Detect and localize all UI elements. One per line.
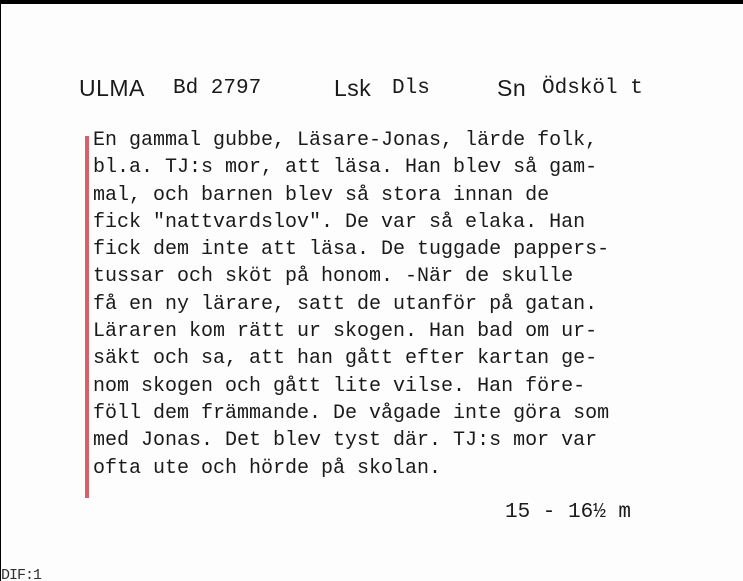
archive-name: ULMA: [79, 75, 145, 101]
index-card: [1, 4, 743, 581]
body-line: få en ny lärare, satt de utanför på gatan.: [93, 292, 598, 316]
card-header: [1, 75, 743, 109]
landscape-value: Dls: [392, 77, 430, 100]
body-line: Läraren kom rätt ur skogen. Han bad om ur-: [93, 320, 598, 344]
body-line: mal, och barnen blev så stora innan de: [93, 183, 550, 207]
age-note: 15 - 16½ m: [505, 501, 632, 524]
body-line: ofta ute och hörde på skolan.: [93, 456, 442, 480]
corner-mark: DIF:1: [1, 567, 42, 581]
parish-value: Ödsköl t: [542, 77, 643, 100]
body-line: nom skogen och gått lite vilse. Han före-: [93, 374, 586, 398]
body-line: fick "nattvardslov". De var så elaka. Han: [93, 210, 586, 234]
card-body-text: [93, 127, 733, 482]
body-line: fick dem inte att läsa. De tuggade pappers-: [93, 238, 610, 262]
body-line: tussar och sköt på honom. -När de skulle: [93, 265, 574, 289]
landscape-label: Lsk: [334, 75, 372, 101]
body-line: säkt och sa, att han gått efter kartan ge-: [93, 347, 598, 371]
red-margin-line: [85, 136, 89, 498]
body-line: En gammal gubbe, Läsare-Jonas, lärde folk,: [93, 129, 598, 152]
body-line: föll dem främmande. De vågade inte göra som: [93, 401, 610, 425]
record-number: Bd 2797: [173, 77, 262, 100]
body-line: med Jonas. Det blev tyst där. TJ:s mor var: [93, 429, 598, 453]
parish-label: Sn: [497, 75, 527, 101]
body-line: bl.a. TJ:s mor, att läsa. Han blev så gam-: [93, 156, 598, 180]
